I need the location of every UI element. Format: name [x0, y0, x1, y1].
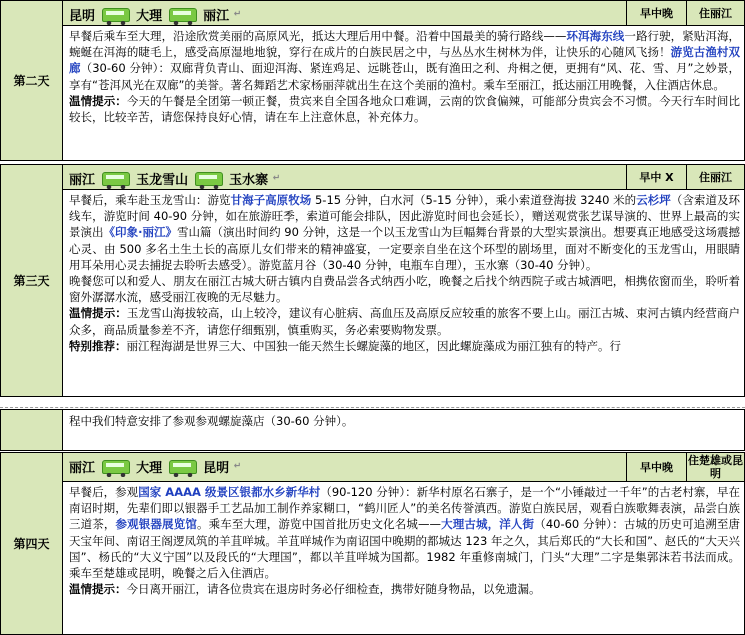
- text: 。乘车至大理，游览中国首批历史文化名城——: [196, 517, 441, 532]
- text: 晚餐您可以和爱人、朋友在丽江古城大研古镇内自费品尝各式纳西小吃，晚餐之后找个纳西院子或古城酒吧，相携依窗而坐，聆听着窗外潺潺水流，感受丽江夜晚的无尽魅力。: [69, 274, 740, 305]
- continuation-table: [0, 409, 745, 451]
- route-stop: 丽江: [69, 173, 96, 188]
- tip-label: 温情提示：: [69, 582, 127, 597]
- highlight: 《印象·丽江》: [103, 225, 177, 240]
- bus-icon: [102, 172, 130, 186]
- meals: 早中 X: [627, 165, 687, 190]
- stay: 住丽江: [687, 1, 745, 26]
- route-stop: 玉水寨: [229, 173, 269, 188]
- bus-icon: [195, 172, 223, 186]
- text: 早餐后乘车至大理，沿途欣赏美丽的高原风光，抵达大理后用中餐。沿着中国最美的骑行路线——: [69, 29, 567, 43]
- bus-icon: [169, 460, 197, 474]
- page-break: [0, 401, 745, 408]
- text: （含索道及环线车，游览时间 40-90 分钟，如在旅游旺季，索道可能会排队，因此游览时间也会延长），赠送观赏张艺谋导演的、世界上最高的实景演出: [69, 193, 741, 240]
- text: （90-120 分钟）：新华村原名石寨子，是一个“小锤敲过一千年”的古老村寨，早在南诏时期，先辈们即以银器手工艺品加工制作养家糊口，“鹤川匠人”的美名传誉滇西。游览白族民居，观看白族歌舞表演，品尝白族三道茶，: [69, 485, 740, 532]
- tip-label: 温情提示：: [69, 93, 127, 108]
- text: 雪山篇（演出时间约 90 分钟，这是一个以玉龙雪山为巨幅舞台背景的大型实景演出。想要真正地感受这场震撼心灵、由 500 多名土生土长的高原儿女们带来的精神盛宴，一定要亲自坐在这个环型的剧场里，面对不断变化的玉龙雪山，用眼睛用耳朵用心灵去捕捉去聆听去感受）。游览蓝月谷（30-40 分钟，电瓶车自理），玉水寨（30-40 分钟）。: [69, 225, 740, 272]
- day-label: 第二天: [1, 1, 63, 161]
- tip-text: 玉龙雪山海拔较高，山上较冷，建议有心脏病、高血压及高原反应较重的旅客不要上山。丽江古城、束河古镇内经营商户众多，商品质量参差不齐，请您仔细甄别，慎重购买，务必索要购物发票。: [69, 306, 741, 337]
- text: （30-60 分钟）：双廊背负青山、面迎洱海、紧连鸡足、远眺苍山，既有渔田之利、舟楫之便，更拥有“风、花、雪、月”之妙景，享有“苍洱风光在双廊”的美誉。著名舞蹈艺术家杨丽萍就出生在这个美丽的渔村。乘车至丽江，抵达丽江用晚餐，入住酒店休息。: [69, 61, 741, 92]
- bus-icon: [169, 8, 197, 22]
- bus-icon: [102, 8, 130, 22]
- route-header: [63, 453, 627, 482]
- highlight: 国家 AAAA 级景区银都水乡新华村: [138, 485, 321, 499]
- continued-text-cell: [63, 410, 745, 451]
- day-content: [63, 26, 745, 161]
- day2-table: [0, 0, 745, 161]
- text: （40-60 分钟）：古城的历史可追溯至唐天宝年间、南诏王阁逻凤筑的羊苴咩城。羊苴咩城作为南诏国中晚期的都城达 123 年之久，其后郑氏的“大长和国”、赵氏的“大天兴国”、杨氏的“大义宁国”以及段氏的“大理国”，都以羊苴咩城为国都。1982 年重修南城门，门头“大理”二字是集郭沫若书法而成。乘车至楚雄或昆明，晚餐之后入住酒店。: [69, 517, 741, 581]
- text: 5-15 分钟，白水河（5-15 分钟），乘小索道登海拔 3240 米的: [311, 193, 637, 207]
- return-mark: ↵: [272, 173, 281, 184]
- special-text: 丽江程海湖是世界三大、中国独一能天然生长螺旋藻的地区，因此螺旋藻成为丽江独有的特产。行: [126, 338, 621, 353]
- route-header: [63, 1, 627, 26]
- day-content: [63, 482, 745, 635]
- meals: 早中晚: [627, 453, 687, 482]
- stay: 住丽江: [687, 165, 745, 190]
- route-stop: 丽江: [203, 9, 230, 24]
- bus-icon: [102, 460, 130, 474]
- text: 程中我们特意安排了参观参观螺旋藻店（30-60 分钟）。: [69, 414, 354, 428]
- highlight: 参观银器展览馆: [115, 517, 197, 532]
- route-stop: 丽江: [69, 461, 96, 476]
- day-cell-continued: [1, 410, 63, 451]
- text: 一路行驶，紧贴洱海，蜿蜒在洱海的睫毛上，感受高原湿地地貌，穿行在成片的白族民居之中，与丛丛水生树林为伴，让快乐的心随风飞扬！: [69, 29, 741, 60]
- tip-text: 今天的午餐是全团第一顿正餐，贵宾来自全国各地众口难调，云南的饮食偏辣，可能部分贵宾会不习惯。今天行车时间比较长，比较辛苦，请您保持良好心情，请在车上注意休息，补充体力。: [69, 93, 741, 125]
- return-mark: ↵: [233, 9, 242, 20]
- route-stop: 昆明: [203, 461, 230, 476]
- return-mark: ↵: [233, 461, 242, 472]
- highlight: 云杉坪: [636, 193, 671, 207]
- highlight: 甘海子高原牧场: [230, 193, 312, 207]
- day-content: [63, 190, 745, 397]
- route-stop: 昆明: [69, 9, 96, 24]
- day4-table: [0, 452, 745, 635]
- day-label: 第三天: [1, 165, 63, 397]
- highlight: 环洱海东线: [566, 29, 625, 43]
- day3-table: [0, 164, 745, 397]
- special-label: 特别推荐：: [69, 338, 127, 353]
- route-stop: 大理: [136, 461, 163, 476]
- tip-text: 今日离开丽江，请各位贵宾在退房时务必仔细检查，携带好随身物品，以免遗漏。: [126, 582, 541, 597]
- day-label: 第四天: [1, 453, 63, 635]
- highlight: 游览古渔村双廊: [69, 45, 741, 76]
- stay: 住楚雄或昆明: [688, 454, 743, 480]
- text: 早餐后，乘车赴玉龙雪山：游览: [69, 193, 231, 207]
- text: 早餐后，参观: [69, 485, 139, 499]
- route-stop: 玉龙雪山: [136, 173, 189, 188]
- tip-label: 温情提示：: [69, 306, 127, 321]
- route-header: [63, 165, 627, 190]
- highlight: 大理古城，洋人街: [441, 517, 535, 532]
- meals: 早中晚: [627, 1, 687, 26]
- route-stop: 大理: [136, 9, 163, 24]
